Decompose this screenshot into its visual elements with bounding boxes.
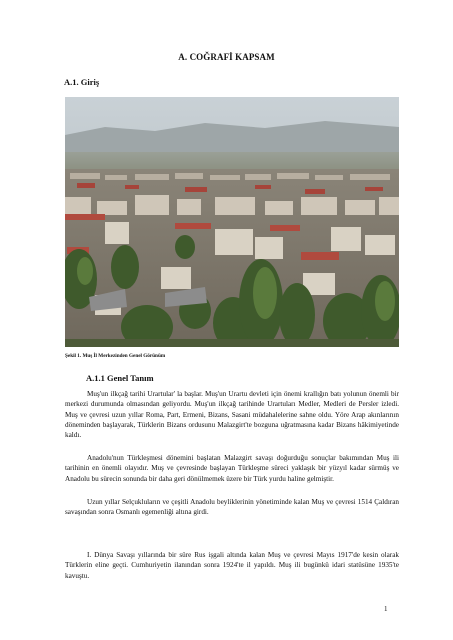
section-heading-intro: A.1. Giriş bbox=[64, 77, 100, 87]
city-panorama-photo bbox=[65, 97, 399, 347]
page-number: 1 bbox=[384, 605, 388, 613]
paragraph: Uzun yıllar Selçukluların ve çeşitli Anadolu beyliklerinin yönetiminde kalan Muş ve çevresi 1514 Çaldıran savaşından sonra Osmanlı egemenliği altına girdi. bbox=[65, 498, 399, 517]
city-photo-illustration bbox=[65, 97, 399, 347]
page-title: A. COĞRAFİ KAPSAM bbox=[178, 52, 275, 62]
figure-caption: Şekil 1. Muş İl Merkezinden Genel Görünüm bbox=[65, 353, 166, 359]
section-heading-definition: A.1.1 Genel Tanım bbox=[86, 373, 154, 383]
paragraph: I. Dünya Savaşı yıllarında bir süre Rus işgali altında kalan Muş ve çevresi Mayıs 1917'de kesin olarak Türklerin eline geçti. Cumhuriyetin ilanından sonra 1924'te il yapıldı. Muş ili bugünkü idari statüsüne 1935'te kavuştu. bbox=[65, 551, 399, 580]
paragraph: Anadolu'nun Türkleşmesi dönemini başlatan Malazgirt savaşı doğurduğu sonuçlar bakımından Muş ili tarihinin en önemli olayıdır. Muş ve çevresinde başlayan Türkleşme süreci yaklaşık bir yüzyıl kadar sürmüş ve Anadolu bu sürecin sonunda bir daha geri dönülmemek üzere bir Türk yurdu haline gelmiştir. bbox=[65, 454, 399, 483]
paragraph: Muş'un ilkçağ tarihi Urartular' la başlar. Muş'un Urartu devleti için önemi krallığın batı yolunun önemli bir merkezi durumunda olmasından geliyordu. Muş'un ilkçağ tarihinde Urartuları Medler, Medleri de Persler izledi. Muş ve çevresi uzun yıllar Roma, Part, Ermeni, Bizans, Sasani müdahalelerine sahne oldu. Yöre Arap akınlarının döneminden başlayarak, Türklerin Bizans ordusunu Malazgirt'te bozguna uğratmasına kadar Bizans hâkimiyetinde kaldı. bbox=[65, 390, 399, 440]
